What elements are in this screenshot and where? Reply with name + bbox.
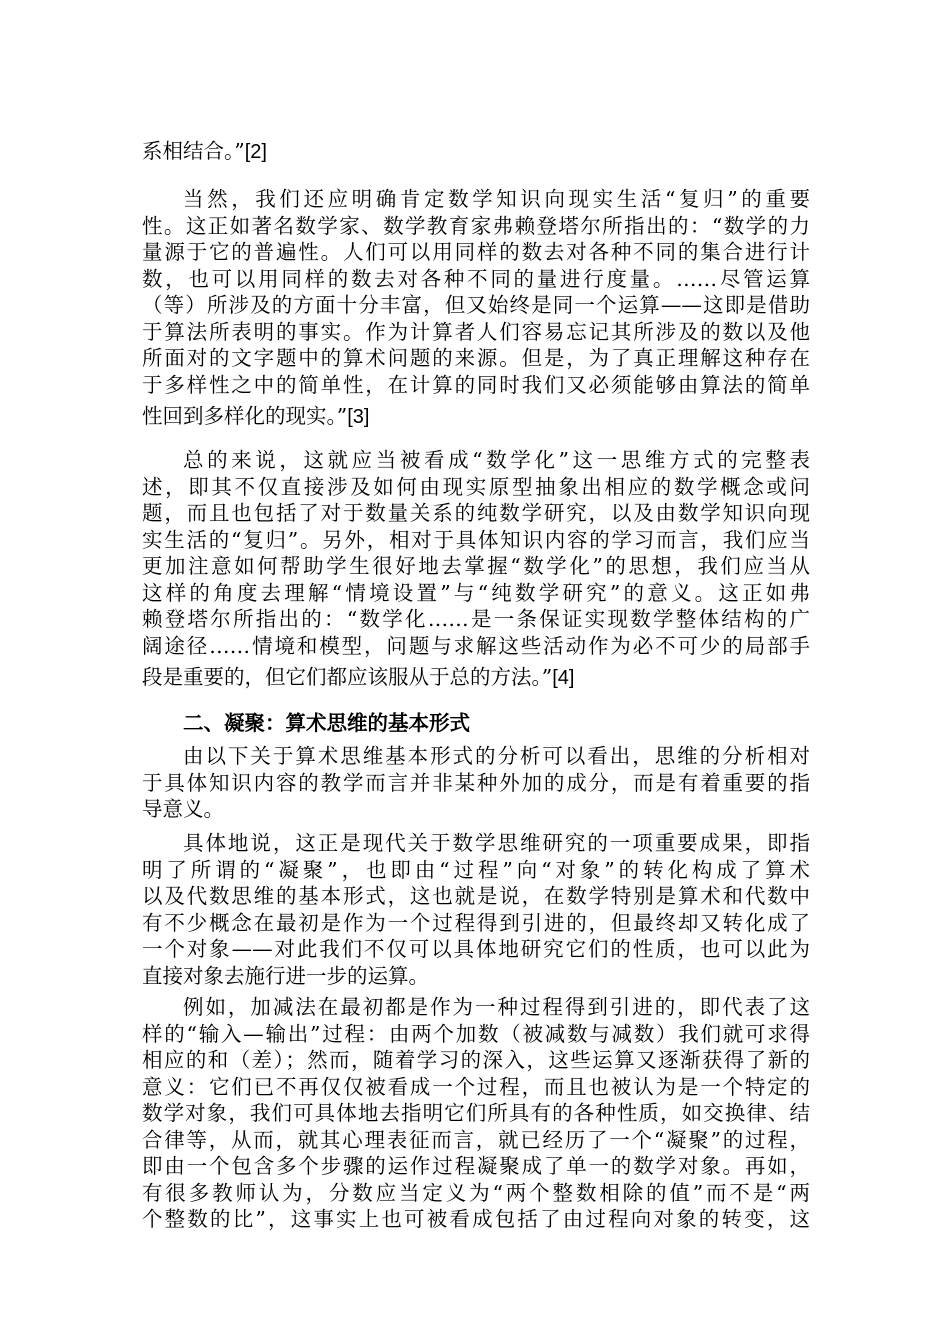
text-line: 直接对象去施行进一步的运算。 <box>142 963 429 988</box>
text-line: 合律等，从而，就其心理表征而言，就已经历了一个“凝聚”的过程， <box>142 1127 810 1152</box>
text-line: 实生活的“复归”。另外，相对于具体知识内容的学习而言，我们应当 <box>142 527 810 552</box>
text-line: 例如，加减法在最初都是作为一种过程得到引进的，即代表了这 <box>183 995 810 1019</box>
paragraph-condensation <box>142 830 810 989</box>
text-line: 这样的角度去理解“情境设置”与“纯数学研究”的意义。这正如弗 <box>142 580 810 605</box>
text-line: 于具体知识内容的教学而言并非某种外加的成分，而是有着重要的指 <box>142 770 810 795</box>
text-line: 更加注意如何帮助学生很好地去掌握“数学化”的思想，我们应当从 <box>142 554 810 578</box>
text-line: 题，而且也包括了对于数量关系的纯数学研究，以及由数学知识向现 <box>142 501 810 525</box>
section-heading: 二、凝聚：算术思维的基本形式 <box>183 711 470 735</box>
text-line: 有不少概念在最初是作为一个过程得到引进的，但最终却又转化成了 <box>142 910 810 935</box>
citation-ref: [3] <box>347 406 370 428</box>
paragraph-example <box>142 994 810 1233</box>
text-line: 由以下关于算术思维基本形式的分析可以看出，思维的分析相对 <box>183 744 810 768</box>
text-line: 段是重要的，但它们都应该服从于总的方法。”[4] <box>142 665 575 689</box>
text-line: 系相结合。”[2] <box>142 139 267 163</box>
text-line: 具体地说，这正是现代关于数学思维研究的一项重要成果，即指 <box>183 831 810 855</box>
text-line: 总的来说，这就应当被看成“数学化”这一思维方式的完整表 <box>183 448 810 472</box>
text-line: 于多样性之中的简单性，在计算的同时我们又必须能够由算法的简单 <box>142 372 810 397</box>
text-line: 所面对的文字题中的算术问题的来源。但是，为了真正理解这种存在 <box>142 346 810 370</box>
text-line: 相应的和（差）；然而，随着学习的深入，这些运算又逐渐获得了新的 <box>142 1048 810 1072</box>
text-line: （等）所涉及的方面十分丰富，但又始终是同一个运算——这即是借助 <box>142 293 810 317</box>
text-line: 明了所谓的“凝聚”，也即由“过程”向“对象”的转化构成了算术 <box>142 857 810 882</box>
text-line: 意义：它们已不再仅仅被看成一个过程，而且也被认为是一个特定的 <box>142 1074 810 1099</box>
text-line: 当然，我们还应明确肯定数学知识向现实生活“复归”的重要 <box>183 187 810 211</box>
text-line: 一个对象——对此我们不仅可以具体地研究它们的性质，也可以此为 <box>142 937 810 961</box>
paragraph-real-life-return <box>142 186 810 430</box>
paragraph-mathematization <box>142 447 810 691</box>
text-line: 有很多教师认为，分数应当定义为“两个整数相除的值”而不是“两 <box>142 1180 810 1205</box>
text-line: 于算法所表明的事实。作为计算者人们容易忘记其所涉及的数以及他 <box>142 319 810 344</box>
paragraph-thinking-analysis <box>142 743 810 823</box>
text-line: 述，即其不仅直接涉及如何由现实原型抽象出相应的数学概念或问 <box>142 474 810 499</box>
citation-ref: [2] <box>244 141 267 163</box>
text-line: 性。这正如著名数学家、数学教育家弗赖登塔尔所指出的：“数学的力 <box>142 213 810 238</box>
text-line: 数，也可以用同样的数去对各种不同的量进行度量。……尽管运算 <box>142 266 810 291</box>
text-line: 即由一个包含多个步骤的运作过程凝聚成了单一的数学对象。再如， <box>142 1154 810 1178</box>
citation-ref: [4] <box>552 667 575 689</box>
text-line: 以及代数思维的基本形式，这也就是说，在数学特别是算术和代数中 <box>142 884 810 908</box>
text-line: 数学对象，我们可具体地去指明它们所具有的各种性质，如交换律、结 <box>142 1101 810 1125</box>
text-line: 阔途径……情境和模型，问题与求解这些活动作为必不可少的局部手 <box>142 633 810 658</box>
text-line: 导意义。 <box>142 797 224 821</box>
text-line: 性回到多样化的现实。”[3] <box>142 404 370 428</box>
text-line: 赖登塔尔所指出的：“数学化……是一条保证实现数学整体结构的广 <box>142 607 810 631</box>
text-line: 个整数的比”，这事实上也可被看成包括了由过程向对象的转变，这 <box>142 1207 810 1231</box>
paragraph-continuation <box>142 138 810 165</box>
text-line: 量源于它的普遍性。人们可以用同样的数去对各种不同的集合进行计 <box>142 240 810 264</box>
text-line: 样的“输入—输出”过程：由两个加数（被减数与减数）我们就可求得 <box>142 1021 810 1046</box>
